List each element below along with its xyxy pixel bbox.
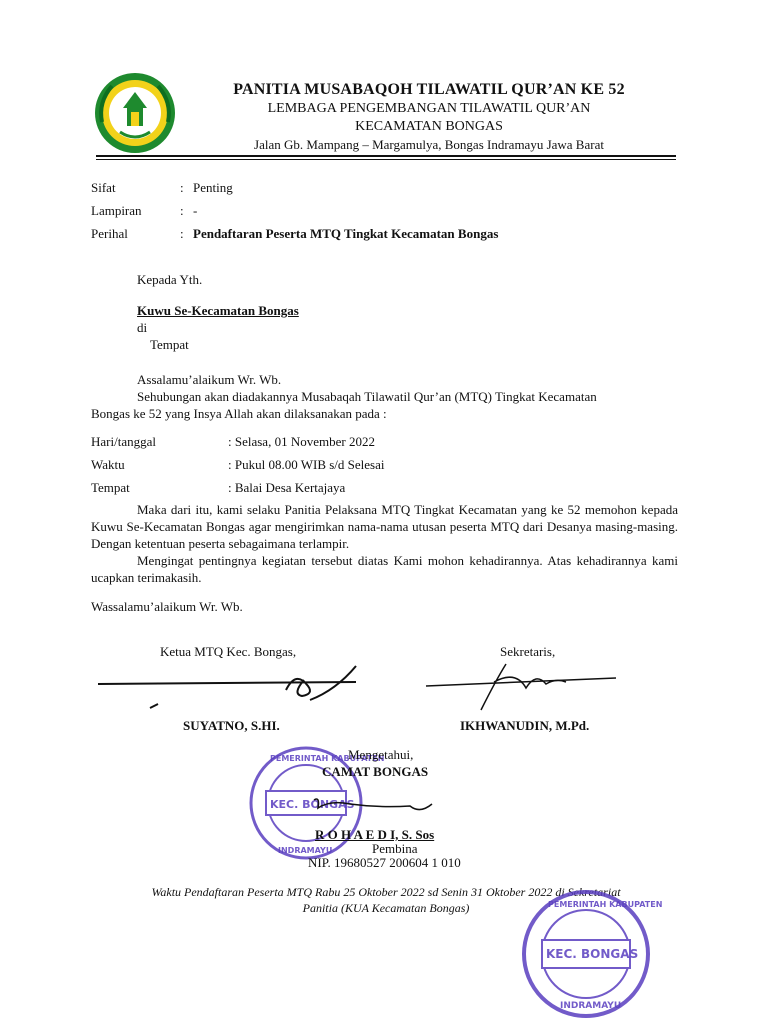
mengetahui: Mengetahui, — [348, 747, 414, 762]
camat-title: CAMAT BONGAS — [322, 764, 429, 779]
sifat-label: Sifat — [91, 180, 116, 195]
footer-note-line-2: Panitia (KUA Kecamatan Bongas) — [302, 901, 470, 915]
camat-name: R O H A E D I, S. Sos — [315, 827, 435, 842]
stamp-2-center-text: KEC. BONGAS — [546, 947, 639, 961]
ketua-title: Ketua MTQ Kec. Bongas, — [160, 644, 297, 659]
ketua-name: SUYATNO, S.HI. — [183, 718, 280, 733]
paragraph-2: Maka dari itu, kami selaku Panitia Pelaksana MTQ Tingkat Kecamatan yang ke 52 memohon kepada Kuwu Se-Kecamatan Bongas agar mengirimkan nama-nama utusan peserta MTQ dari Desanya masing-masing. Dengan ketentuan peserta sebagaimana terlampir. — [91, 502, 678, 551]
stamp-2-outer-text: PEMERINTAH KABUPATEN — [548, 900, 663, 909]
lampiran-label: Lampiran — [91, 203, 142, 218]
sifat-colon: : — [180, 180, 184, 195]
intro-line-1: Sehubungan akan diadakannya Musabaqah Tilawatil Qur’an (MTQ) Tingkat Kecamatan — [137, 389, 597, 404]
org-district: KECAMATAN BONGAS — [355, 119, 503, 134]
recipient-di: di — [137, 320, 148, 335]
recipient-tempat: Tempat — [150, 337, 189, 352]
organization-logo — [94, 72, 176, 154]
perihal-label: Perihal — [91, 226, 128, 241]
org-address: Jalan Gb. Mampang – Margamulya, Bongas Indramayu Jawa Barat — [254, 137, 604, 152]
stamp-2-bottom-text: INDRAMAYU — [560, 1001, 622, 1011]
detail-value-time: : Pukul 08.00 WIB s/d Selesai — [228, 457, 385, 472]
header-rule-thick — [96, 155, 676, 157]
lampiran-value: - — [193, 203, 198, 218]
closing: Wassalamu’alaikum Wr. Wb. — [91, 599, 243, 614]
perihal-value: Pendaftaran Peserta MTQ Tingkat Kecamatan Bongas — [193, 226, 499, 241]
detail-label-time: Waktu — [91, 457, 125, 472]
org-subtitle: LEMBAGA PENGEMBANGAN TILAWATIL QUR’AN — [267, 101, 591, 116]
recipient-name: Kuwu Se-Kecamatan Bongas — [137, 303, 299, 318]
detail-label-place: Tempat — [91, 480, 130, 495]
greeting: Assalamu’alaikum Wr. Wb. — [137, 372, 282, 387]
org-title: PANITIA MUSABAQOH TILAWATIL QUR’AN KE 52 — [233, 81, 625, 98]
camat-signature — [310, 792, 440, 822]
paragraph-3: Mengingat pentingnya kegiatan tersebut diatas Kami mohon kehadirannya. Atas kehadirannya kami ucapkan terimakasih. — [91, 553, 678, 585]
sekretaris-title: Sekretaris, — [500, 644, 556, 659]
stamp-1-bottom-text: INDRAMAYU — [278, 846, 333, 855]
lampiran-colon: : — [180, 203, 184, 218]
detail-label-date: Hari/tanggal — [91, 434, 156, 449]
stamp-1-center-text: KEC. BONGAS — [270, 798, 355, 811]
stamp-1-outer-text: PEMERINTAH KABUPATEN — [270, 754, 385, 763]
camat-nip: NIP. 19680527 200604 1 010 — [308, 855, 461, 870]
kepada-label: Kepada Yth. — [137, 272, 203, 287]
detail-value-date: : Selasa, 01 November 2022 — [228, 434, 375, 449]
intro-line-2: Bongas ke 52 yang Insya Allah akan dilaksanakan pada : — [91, 406, 387, 421]
detail-value-place: : Balai Desa Kertajaya — [228, 480, 346, 495]
sifat-value: Penting — [193, 180, 233, 195]
camat-rank: Pembina — [372, 841, 418, 856]
header-rule-thin — [96, 159, 676, 160]
footer-note-line-1: Waktu Pendaftaran Peserta MTQ Rabu 25 Oktober 2022 sd Senin 31 Oktober 2022 di Sekretariat — [151, 885, 621, 899]
sekretaris-name: IKHWANUDIN, M.Pd. — [460, 718, 590, 733]
handwritten-signatures — [96, 660, 616, 720]
perihal-colon: : — [180, 226, 184, 241]
